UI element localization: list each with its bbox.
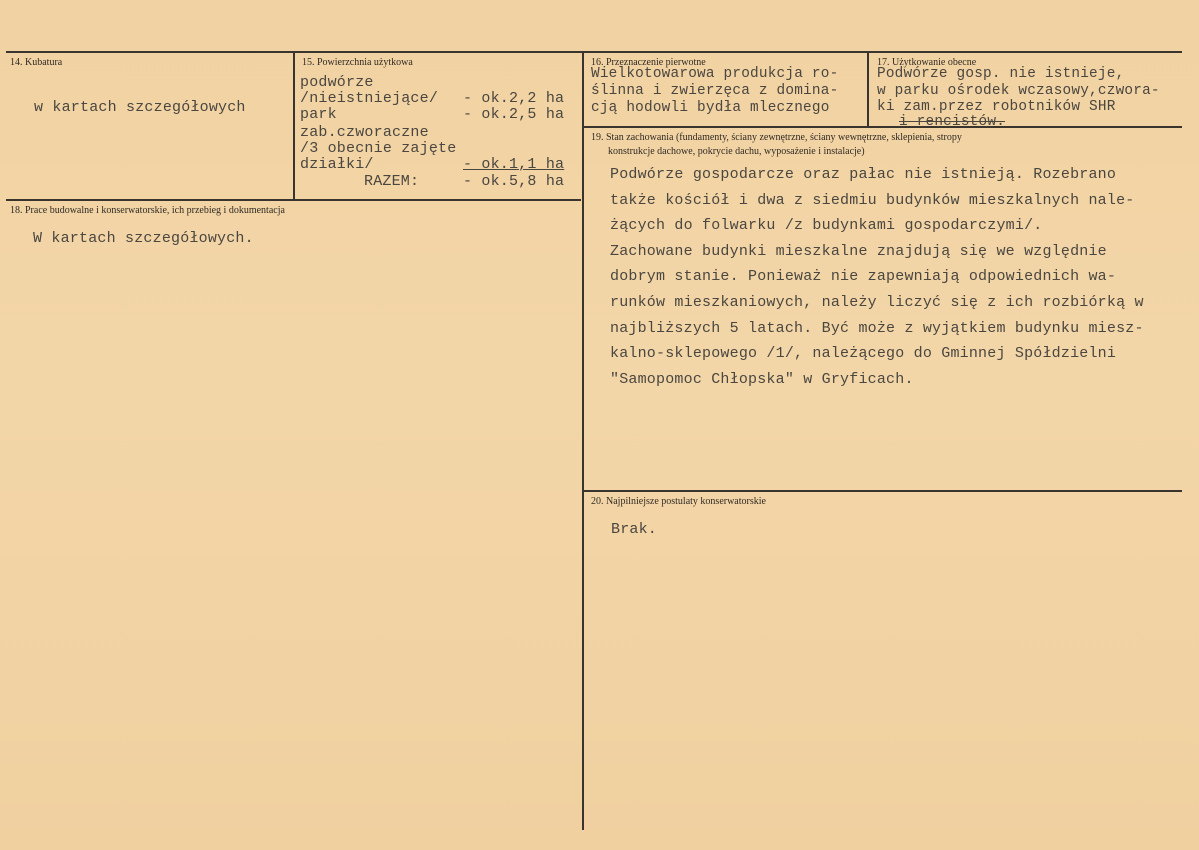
sec19-line: żących do folwarku /z budynkami gospodarczymi/.: [610, 217, 1043, 235]
sec19-line: najbliższych 5 latach. Być może z wyjątkiem budynku miesz-: [610, 319, 1144, 337]
top-rule: [6, 51, 1182, 53]
sec15-left: park: [300, 106, 337, 123]
rule-under-14-15: [6, 199, 581, 201]
rule-under-19: [584, 490, 1182, 492]
sec15-left: działki/: [300, 156, 374, 173]
sec18-text: W kartach szczegółowych.: [33, 230, 254, 247]
sec15-right: - ok.2,5 ha: [463, 106, 565, 123]
sec15-right: - ok.1,1 ha: [463, 156, 565, 173]
sec20-label: 20. Najpilniejsze postulaty konserwatorskie: [591, 496, 766, 507]
sec15-left: /nieistniejące/: [300, 90, 439, 107]
sec19-label: 19. Stan zachowania (fundamenty, ściany zewnętrzne, ściany wewnętrzne, sklepienia, stropy: [591, 132, 962, 143]
sec16-label: 16. Przeznaczenie pierwotne: [591, 57, 706, 68]
sec19-body: [610, 162, 1144, 392]
sec17-line: i rencistów.: [899, 114, 1006, 130]
sec16-line: ślinna i zwierzęca z domina-: [591, 83, 839, 99]
sec19-line: "Samopomoc Chłopska" w Gryficach.: [610, 370, 914, 388]
sec19-line: Zachowane budynki mieszkalne znajdują się we względnie: [610, 242, 1107, 260]
sec15-total-label: RAZEM:: [364, 173, 420, 190]
main-divider: [582, 51, 584, 830]
sec15-left: zab.czworaczne: [300, 124, 429, 141]
sec15-right: - ok.2,2 ha: [463, 90, 565, 107]
sec15-left: podwórze: [300, 74, 374, 91]
sec16-line: Wielkotowarowa produkcja ro-: [591, 66, 839, 82]
sec19-line: kalno-sklepowego /1/, należącego do Gminnej Spółdzielni: [610, 345, 1117, 363]
sec14-text: w kartach szczegółowych: [34, 99, 246, 116]
sec17-line: ki zam.przez robotników SHR: [877, 99, 1116, 115]
sec17-line: w parku ośrodek wczasowy,czwora-: [877, 83, 1160, 99]
sec19-line: także kościół i dwa z siedmiu budynków mieszkalnych nale-: [610, 191, 1135, 209]
sec17-label: 17. Użytkowanie obecne: [877, 57, 977, 68]
sec19-line: runków mieszkaniowych, należy liczyć się z ich rozbiórką w: [610, 293, 1144, 311]
sec19-line: Podwórze gospodarcze oraz pałac nie istnieją. Rozebrano: [610, 166, 1117, 183]
divider-14-15: [293, 51, 295, 201]
rule-under-16-17: [584, 126, 1182, 128]
divider-16-17: [867, 51, 869, 127]
sec18-label: 18. Prace budowalne i konserwatorskie, ich przebieg i dokumentacja: [10, 205, 285, 216]
sec15-left: /3 obecnie zajęte: [300, 140, 457, 157]
sec15-label: 15. Powierzchnia użytkowa: [302, 57, 413, 68]
sec20-text: Brak.: [611, 521, 658, 538]
sec17-line: Podwórze gosp. nie istnieje,: [877, 66, 1125, 82]
sec15-total-value: - ok.5,8 ha: [463, 173, 565, 190]
sec14-label: 14. Kubatura: [10, 57, 63, 68]
sec19-line: dobrym stanie. Ponieważ nie zapewniają odpowiednich wa-: [610, 268, 1117, 286]
sec16-line: cją hodowli bydła mlecznego: [591, 100, 830, 116]
sec19-label-cont: konstrukcje dachowe, pokrycie dachu, wyposażenie i instalacje): [608, 146, 865, 157]
